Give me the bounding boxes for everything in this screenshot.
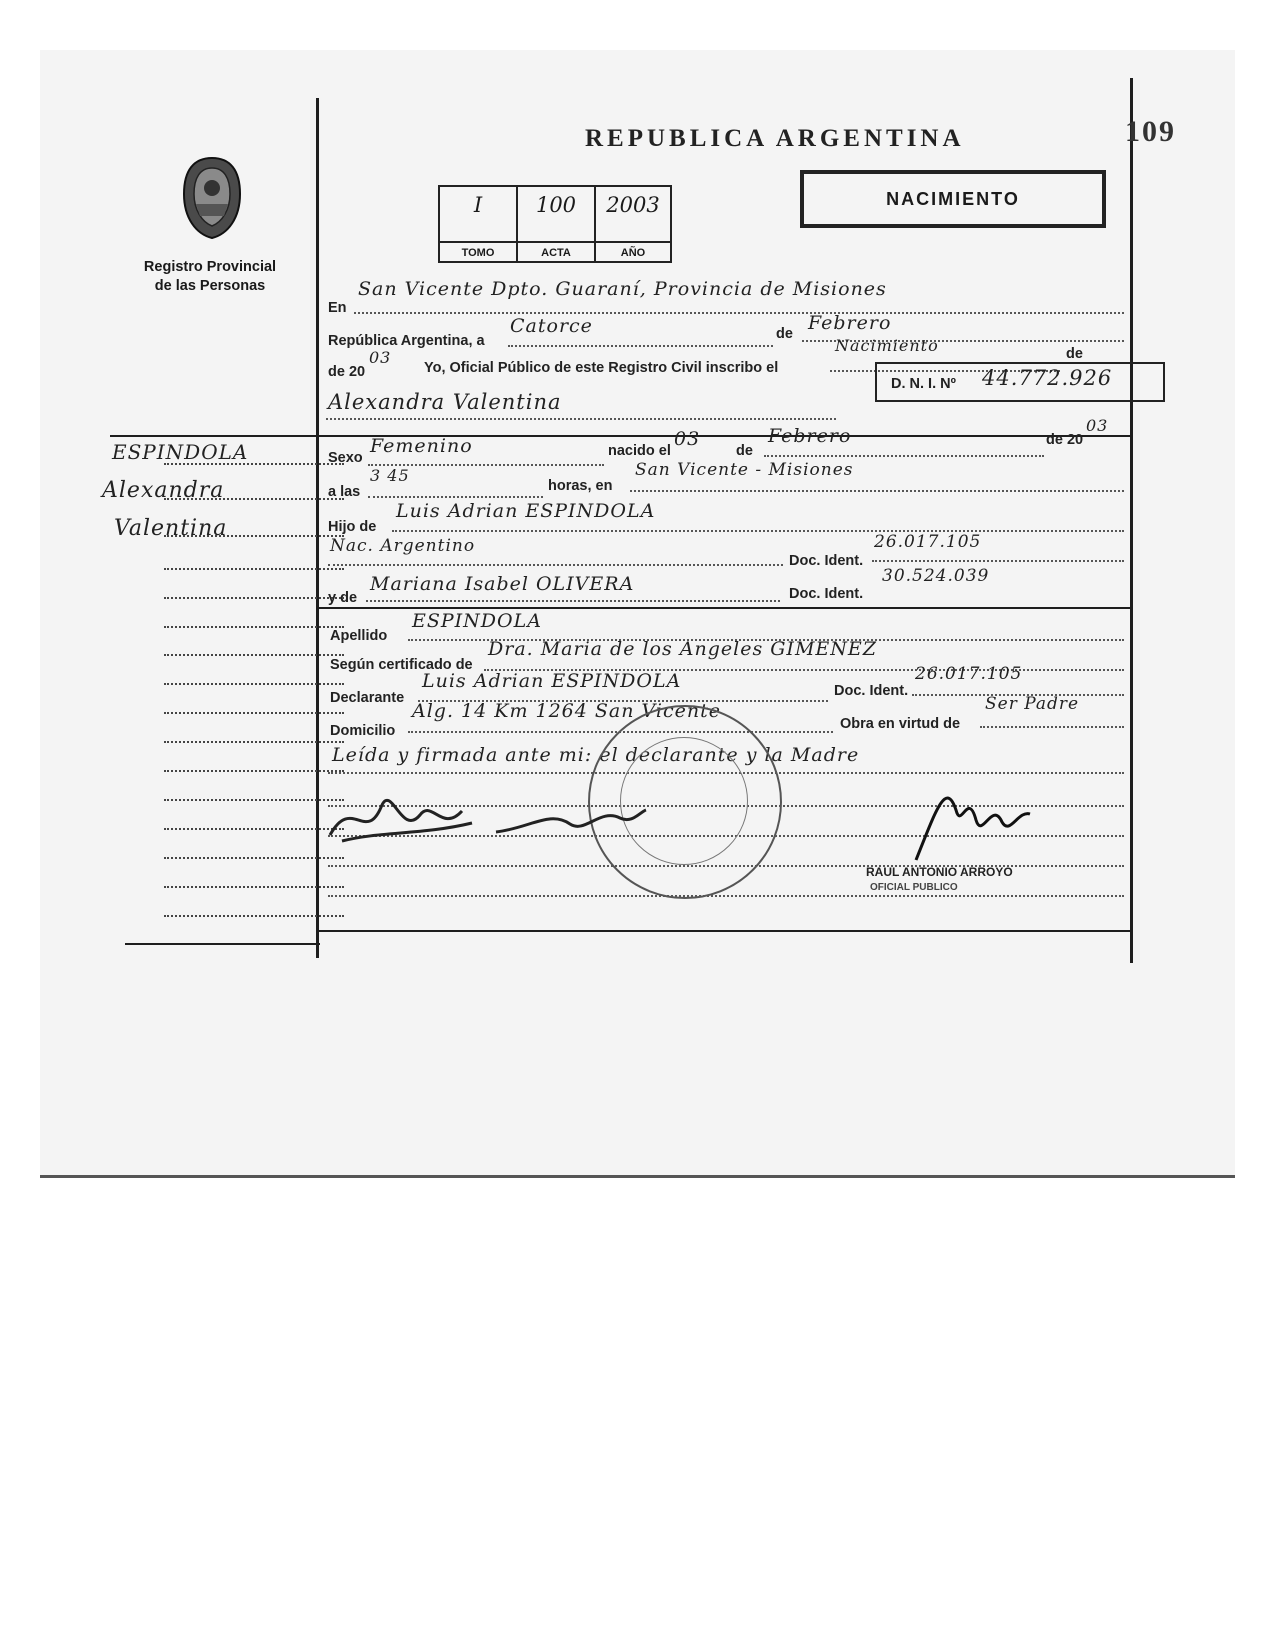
record-table [438,185,672,263]
value-madre: Mariana Isabel OLIVERA [370,573,635,595]
margin-line-14 [164,857,344,859]
value-dia-nac: 03 [674,428,701,450]
value-padre-doc: 26.017.105 [874,532,982,552]
line-obra [980,726,1124,728]
line-nombre [326,418,836,420]
label-sexo: Sexo [328,450,363,466]
margin-line-12 [164,799,344,801]
margin-line-6 [164,626,344,628]
line-madre [366,600,780,602]
acta-value: 100 [535,193,577,217]
provincial-emblem-icon [178,154,246,242]
tomo-value: I [473,193,483,217]
label-doc-ident-2: Doc. Ident. [789,586,864,602]
label-en: En [328,300,347,316]
value-obra: Ser Padre [985,694,1080,714]
margin-line-7 [164,654,344,656]
value-anio-nac-sufijo: 03 [1086,416,1109,435]
label-apellido: Apellido [330,628,388,644]
margin-given-1: Alexandra [102,478,225,503]
margin-surname: ESPINDOLA [112,440,249,464]
margin-line-4 [164,568,344,570]
ano-label: AÑO [596,241,670,263]
value-hora: 3 45 [370,466,410,485]
line-padre [392,530,1124,532]
value-sexo: Femenino [370,435,473,457]
label-y-de: y de [328,590,358,606]
acta-cell [518,187,596,263]
border-right [1130,78,1133,963]
label-doc-ident-1: Doc. Ident. [789,553,864,569]
margin-given-2: Valentina [114,516,228,541]
value-declarante: Luis Adrian ESPINDOLA [422,670,682,692]
margin-line-9 [164,712,344,714]
rule-bottom-left [125,943,320,945]
line-padre-doc [872,560,1124,562]
margin-line-2 [164,498,344,500]
margin-line-15 [164,886,344,888]
line-lugar-nac [630,490,1124,492]
value-declarante-doc: 26.017.105 [915,664,1023,684]
value-padre: Luis Adrian ESPINDOLA [396,500,656,522]
rule-bottom [318,930,1130,932]
label-yo-oficial: Yo, Oficial Público de este Registro Civil inscribo el [424,360,779,376]
mother-signature-icon [490,790,650,850]
acta-label: ACTA [518,241,594,263]
margin-line-3 [164,535,344,537]
margin-line-16 [164,915,344,917]
value-anio-sufijo: 03 [369,348,392,367]
label-horas: horas, en [548,478,613,494]
page-number: 109 [1125,115,1176,148]
value-domicilio: Alg. 14 Km 1264 San Vicente [412,700,721,722]
label-a-las: a las [328,484,361,500]
line-hora [368,496,543,498]
certificate-scan [40,50,1235,1178]
line-dia [508,345,773,347]
value-mes-nac: Febrero [768,425,852,447]
value-nota: Leída y firmada ante mi: el declarante y la Madre [332,744,860,766]
value-mes: Febrero [808,312,892,334]
ano-cell [596,187,670,263]
margin-line-11 [164,770,344,772]
margin-line-13 [164,828,344,830]
line-mes-nac [764,455,1044,457]
value-padre-nac: Nac. Argentino [330,536,476,556]
label-segun: Según certificado de [330,657,473,673]
record-type: NACIMIENTO [886,189,1020,209]
margin-line-10 [164,741,344,743]
margin-line-8 [164,683,344,685]
label-de-3: de [1066,346,1083,362]
value-acto: Nacimiento [835,336,939,355]
label-hijo-de: Hijo de [328,519,377,535]
label-republica: República Argentina, a [328,333,485,349]
label-nacido: nacido el [608,443,671,459]
margin-line-1 [164,463,344,465]
line-lugar [354,312,1124,314]
label-doc-ident-3: Doc. Ident. [834,683,909,699]
official-signature-icon [906,770,1036,870]
declarant-signature-icon [322,775,482,855]
tomo-label: TOMO [440,241,516,263]
official-title: OFICIAL PUBLICO [870,882,958,893]
value-dni: 44.772.926 [982,366,1113,390]
label-declarante: Declarante [330,690,405,706]
label-dni: D. N. I. Nº [891,376,956,392]
label-obra: Obra en virtud de [840,716,961,732]
label-de20-b: de 20 [1046,432,1084,448]
ano-value: 2003 [606,193,660,217]
page-title: REPUBLICA ARGENTINA [585,125,965,152]
value-apellido: ESPINDOLA [412,610,542,632]
dni-box [875,362,1165,402]
rule-left-section [110,435,318,437]
value-lugar: San Vicente Dpto. Guaraní, Provincia de Misiones [358,278,887,300]
value-certificado: Dra. Maria de los Angeles GIMENEZ [488,638,877,660]
label-de2003: de 20 [328,364,366,380]
margin-line-5 [164,597,344,599]
official-name: RAUL ANTONIO ARROYO [866,865,1013,879]
registry-name: Registro Provincial de las Personas [143,259,277,294]
record-type-box [800,170,1106,228]
value-lugar-nac: San Vicente - Misiones [635,460,854,480]
rule-parents [318,607,1130,609]
tomo-cell [440,187,518,263]
label-domicilio: Domicilio [330,723,396,739]
label-de-1: de [776,326,793,342]
value-dia-letras: Catorce [510,315,593,337]
value-madre-doc: 30.524.039 [882,566,990,586]
value-nombre: Alexandra Valentina [328,390,562,414]
label-de-4: de [736,443,753,459]
line-padre-nac [328,564,783,566]
line-blank-4 [328,895,1124,897]
